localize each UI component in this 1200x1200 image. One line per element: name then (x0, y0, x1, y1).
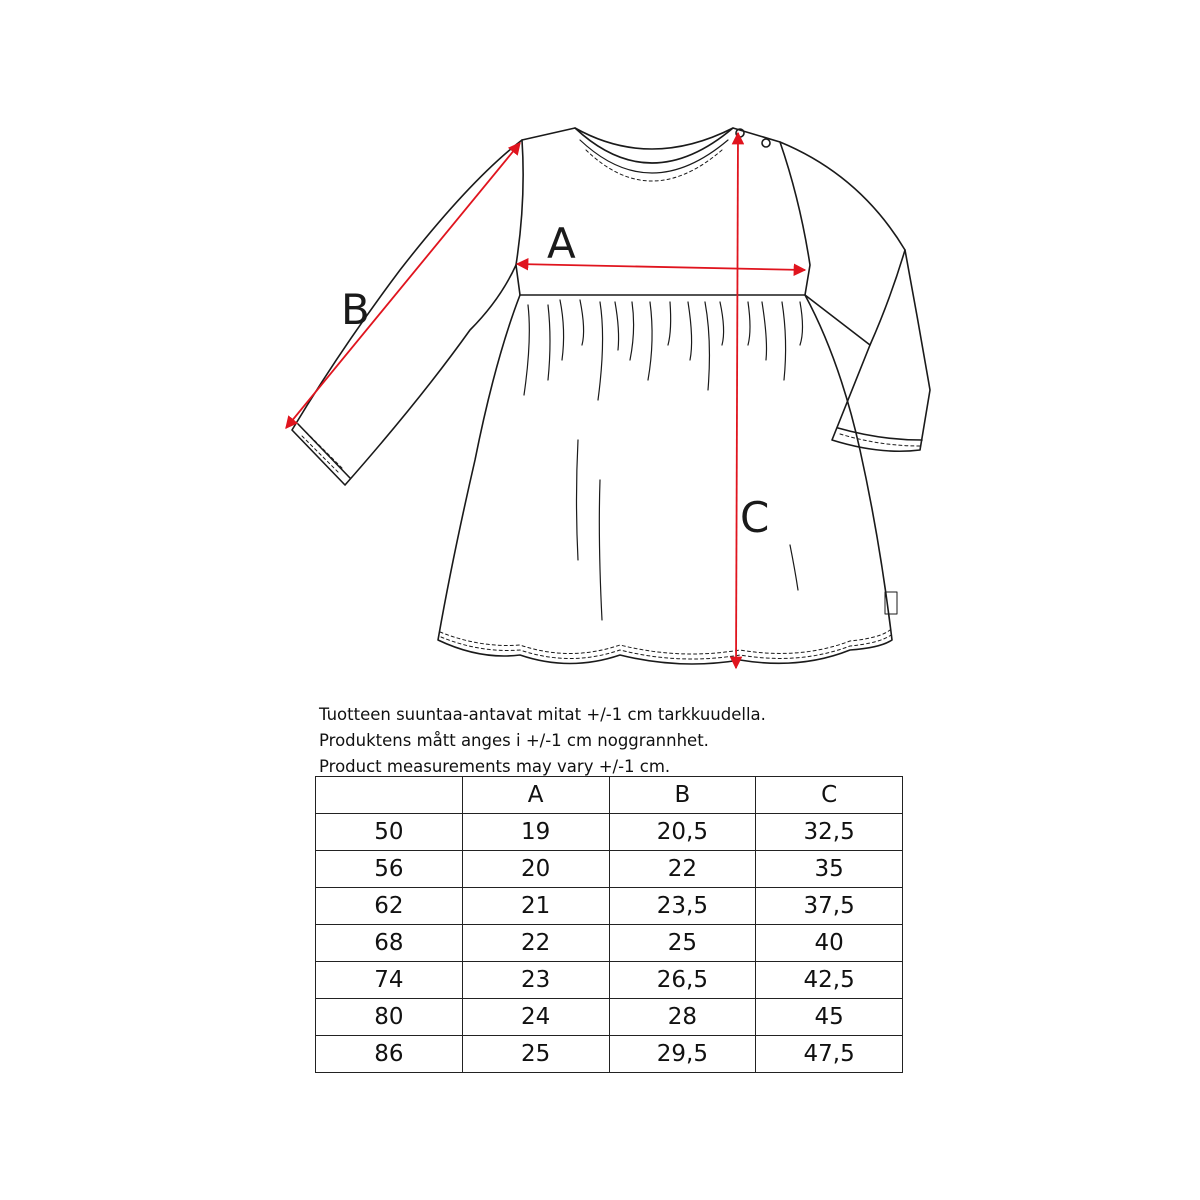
cell-c: 40 (756, 925, 903, 962)
cell-a: 19 (462, 814, 609, 851)
cell-c: 42,5 (756, 962, 903, 999)
cell-b: 29,5 (609, 1036, 756, 1073)
cell-a: 25 (462, 1036, 609, 1073)
note-english: Product measurements may vary +/-1 cm. (319, 757, 671, 776)
neckline-stitch (586, 150, 722, 181)
left-cuff-stitch (302, 436, 340, 474)
measurement-notes (319, 702, 766, 780)
cell-size: 74 (316, 962, 463, 999)
cell-c: 47,5 (756, 1036, 903, 1073)
cell-a: 20 (462, 851, 609, 888)
dress-outline (292, 128, 930, 664)
cell-size: 50 (316, 814, 463, 851)
right-sleeve-fold (870, 250, 905, 345)
right-sleeve (780, 142, 930, 451)
skirt-gathers (524, 300, 803, 620)
cell-a: 21 (462, 888, 609, 925)
cell-c: 45 (756, 999, 903, 1036)
label-b: B (341, 285, 370, 334)
skirt-outline (438, 295, 892, 664)
cell-b: 22 (609, 851, 756, 888)
label-a: A (547, 219, 576, 268)
cell-a: 24 (462, 999, 609, 1036)
table-row (316, 851, 903, 888)
neckline-band (575, 128, 733, 163)
cell-size: 56 (316, 851, 463, 888)
left-sleeve (292, 140, 522, 485)
header-size (316, 777, 463, 814)
arrow-b-sleeve-length (286, 143, 520, 428)
header-a: A (462, 777, 609, 814)
cell-a: 22 (462, 925, 609, 962)
cell-b: 28 (609, 999, 756, 1036)
cell-b: 25 (609, 925, 756, 962)
cell-c: 35 (756, 851, 903, 888)
cell-size: 86 (316, 1036, 463, 1073)
cell-c: 37,5 (756, 888, 903, 925)
label-c: C (740, 493, 770, 542)
shoulder-button-2 (762, 139, 770, 147)
table-row (316, 814, 903, 851)
note-swedish: Produktens mått anges i +/-1 cm noggrannhet. (319, 731, 709, 750)
right-cuff-seam (838, 428, 922, 440)
cell-b: 26,5 (609, 962, 756, 999)
note-finnish: Tuotteen suuntaa-antavat mitat +/-1 cm tarkkuudella. (319, 705, 766, 724)
table-row (316, 962, 903, 999)
table-row (316, 1036, 903, 1073)
cell-size: 68 (316, 925, 463, 962)
measurement-arrows (286, 133, 805, 668)
table-row (316, 999, 903, 1036)
neckline-inner (580, 140, 728, 173)
cell-size: 80 (316, 999, 463, 1036)
cell-size: 62 (316, 888, 463, 925)
cell-a: 23 (462, 962, 609, 999)
header-c: C (756, 777, 903, 814)
table-row (316, 925, 903, 962)
cell-b: 23,5 (609, 888, 756, 925)
table-header-row (316, 777, 903, 814)
cell-b: 20,5 (609, 814, 756, 851)
header-b: B (609, 777, 756, 814)
cell-c: 32,5 (756, 814, 903, 851)
arrow-c-dress-length (736, 133, 738, 668)
table-row (316, 888, 903, 925)
size-table (315, 776, 903, 1073)
